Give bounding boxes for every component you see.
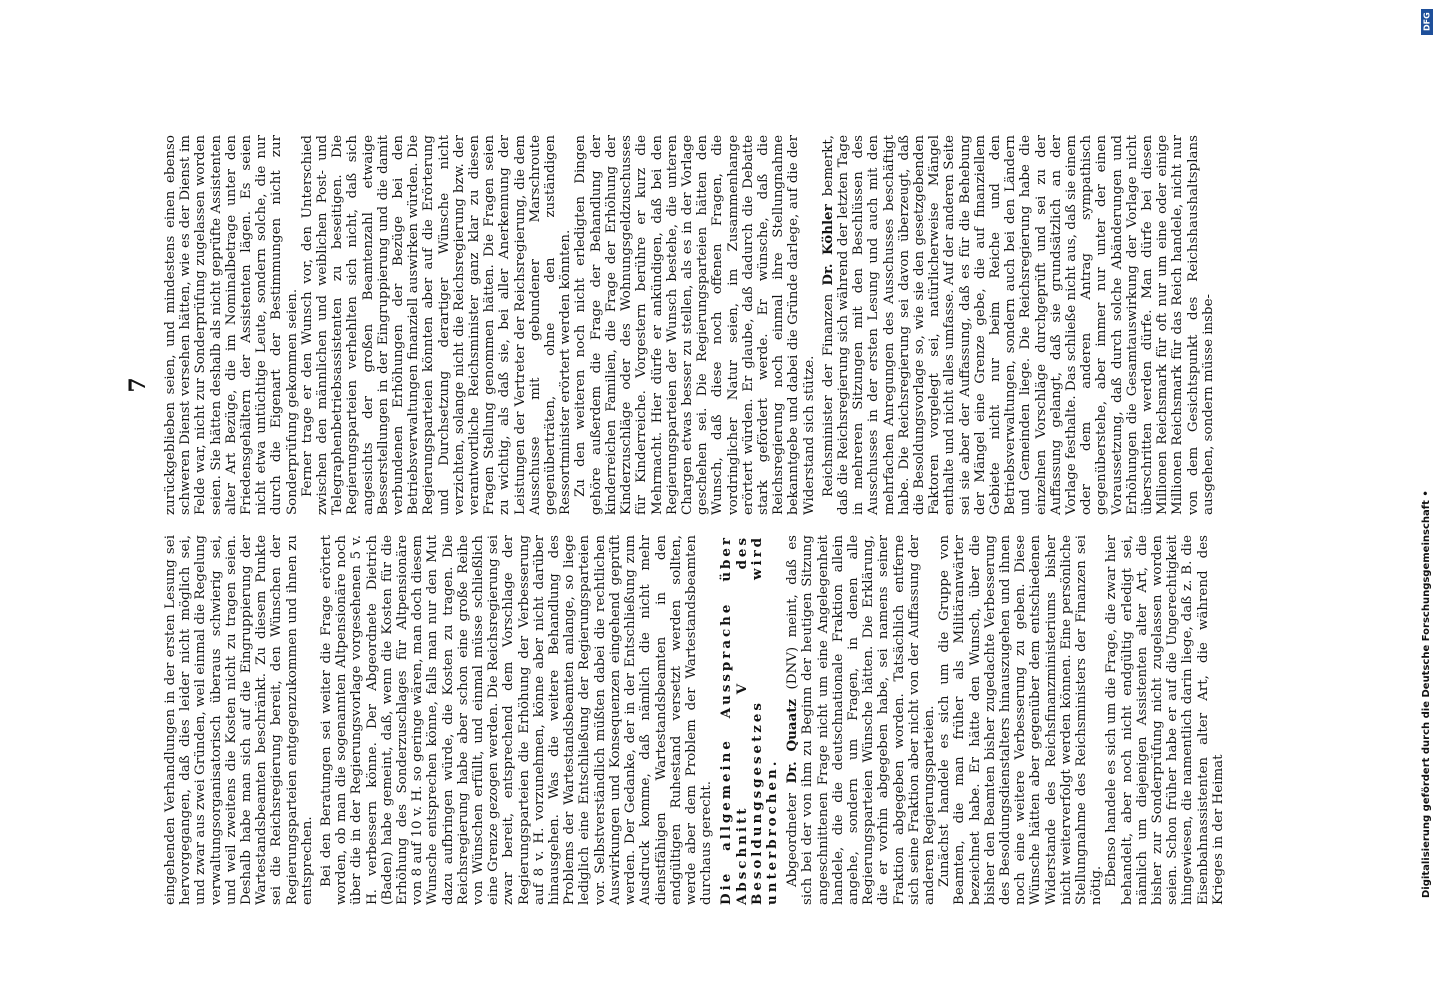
paragraph: Reichsminister der Finanzen Dr. Köhler bemerkt, daß die Reichsregierung sich während der letzten Tage in mehreren Sitzungen mit den Beschlüssen des Ausschusses in der ersten Lesung und auch mit den mehrfachen Anregungen des Ausschusses beschäftigt habe. Die Reichsregierung sei davon überzeugt, daß die Besoldungsvorlage so, wie sie den gesetzgebenden Faktoren vorgelegt sei, natürlicherweise Mängel enthalte und nicht alles umfasse. Auf der anderen Seite sei sie aber der Auffassung, daß es für die Behebung der Mängel eine Grenze gebe, die auf finanziellem Gebiete nicht nur beim Reiche und den Betriebsverwaltungen, sondern auch bei den Ländern und Gemeinden liege. Die Reichsregierung habe die einzelnen Vorschläge durchgeprüft und sei zu der Auffassung gelangt, daß sie grundsätzlich an der Vorlage festhalte. Das schließe nicht aus, daß sie einem oder dem anderen Antrag sympathisch gegenüberstehe, aber immer nur unter der einen Voraussetzung, daß durch solche Abänderungen und Erhöhungen die Gesamtauswirkung der Vorlage nicht überschritten werden dürfe. Man dürfe bei diesen Millionen Reichsmark für oft nur um eine oder einige Millionen Reichsmark für das Reich handele, nicht nur von dem Gesichtspunkt des Reichshaushaltsplans ausgehen, sondern müsse insbe- (819, 134, 1216, 515)
section-heading: Die allgemeine Aussprache über Abschnitt V des Besoldungsgesetzes wird unterbrochen. (718, 535, 780, 905)
paragraph: Ebenso handele es sich um die Frage, die zwar hier behandelt, aber noch nicht endgültig erledigt sei, nämlich um diejenigen Assistenten alter Art, die bisher zur Sonderprüfung nicht zugelassen worden seien. Schon früher habe er auf die Ungerechtigkeit hingewiesen, die namentlich darin liege, daß z. B. die Eisenbahnassistenten alter Art, die während des Krieges in der Heimat (1104, 535, 1226, 905)
speaker-name: Dr. Köhler (819, 204, 836, 286)
page-number: 7 (125, 377, 151, 393)
funding-notice: Digitalisierung gefördert durch die Deutsche Forschungsgemeinschaft • (1421, 490, 1432, 898)
paragraph: Bei den Beratungen sei weiter die Frage erörtert worden, ob man die sogenannten Altpensionäre noch über die in der Regierungsvorlage vorgesehenen 5 v. H. verbessern könne. Der Abgeordnete Dietrich (Baden) habe gemeint, daß, wenn die Kosten für die Erhöhung des Sonderzuschlages für Altpensionäre von 8 auf 10 v. H. so geringe wären, man doch diesem Wunsche entsprechen könne, falls man nur den Mut dazu aufbringen würde, die Kosten zu tragen. Die Reichsregierung habe aber schon eine große Reihe von Wünschen erfüllt, und einmal müsse schließlich eine Grenze gezogen werden. Die Reichsregierung sei zwar bereit, entsprechend dem Vorschlage der Regierungsparteien die Erhöhung der Verbesserung auf 8 v. H. vorzunehmen, könne aber nicht darüber hinausgehen. Was die weitere Behandlung des Problems der Wartestandsbeamten anlange, so liege lediglich eine Entschließung der Regierungsparteien vor. Selbstverständlich müßten dabei die rechtlichen Auswirkungen und Konsequenzen eingehend geprüft werden. Der Gedanke, der in der Entschließung zum Ausdruck komme, daß nämlich die nicht mehr dienstfähigen Wartestandsbeamten in den endgültigen Ruhestand versetzt werden sollten, werde aber dem Problem der Wartestandsbeamten durchaus gerecht. (319, 535, 715, 905)
paragraph: Ferner trage er den Wunsch vor, den Unterschied zwischen den männlichen und weiblichen Post- und Telegraphenbetriebsassistenten zu beseitigen. Die Regierungsparteien verhehlten sich nicht, daß sich angesichts der großen Beamtenzahl etwaige Besserstellungen in der Eingruppierung und die damit verbundenen Erhöhungen der Bezüge bei den Betriebsverwaltungen finanziell auswirken würden. Die Regierungsparteien könnten aber auf die Erörterung und Durchsetzung derartiger Wünsche nicht verzichten, solange nicht die Reichsregierung bzw. der verantwortliche Reichsminister ganz klar zu diesen Fragen Stellung genommen hätten. Die Fragen seien zu wichtig, als daß sie, bei aller Anerkennung der Leistungen der Vertreter der Reichsregierung, die dem Ausschusse mit gebundener Marschroute gegenüberträten, ohne den zuständigen Ressortminister erörtert werden könnten. (299, 135, 574, 515)
speaker-name: Dr. Quaatz (784, 698, 801, 784)
paragraph: zurückgeblieben seien, und mindestens einen ebenso schweren Dienst versehen hätten, wie es der Dienst im Felde war, nicht zur Sonderprüfung zugelassen worden seien. Sie hätten deshalb als nicht geprüfte Assistenten alter Art Bezüge, die im Nominalbetrage unter den Friedensgehältern der Assistenten lägen. Es seien nicht etwa untüchtige Leute, sondern solche, die nur durch die Eigenart der Bestimmungen nicht zur Sonderprüfung gekommen seien. (163, 135, 300, 515)
paragraph: Zu den weiteren noch nicht erledigten Dingen gehöre außerdem die Frage der Behandlung der kinderreichen Familien, die Frage der Erhöhung der Kinderzuschläge oder des Wohnungsgeldzuschusses für Kinderreiche. Vorgestern berühre er kurz die Mehrmacht. Hier dürfe er ankündigen, daß bei den Regierungsparteien der Wunsch bestehe, die unteren Chargen etwas besser zu stellen, als es in der Vorlage geschehen sei. Die Regierungsparteien hätten den Wunsch, daß diese noch offenen Fragen, die vordringlicher Natur seien, im Zusammenhange erörtert würden. Er glaube, daß dadurch die Debatte stark gefördert werde. Er wünsche, daß die Reichsregierung noch einmal ihre Stellungnahme bekanntgebe und dabei die Gründe darlege, auf die der Widerstand sich stütze. (573, 135, 817, 515)
paragraph: Abgeordneter Dr. Quaatz (DNV) meint, daß es sich bei der von ihm zu Beginn der heutigen Sitzung angeschnittenen Frage nicht um eine Angelegenheit handele, die die deutschnationale Fraktion allein angehe, sondern um Fragen, in denen alle Regierungsparteien Wünsche hätten. Die Erklärung, die er vorhin abgegeben habe, sei namens seiner Fraktion abgegeben worden. Tatsächlich entferne sich seine Fraktion aber nicht von der Auffassung der anderen Regierungsparteien. (784, 535, 937, 905)
right-column (163, 135, 1216, 515)
paragraph: Zunächst handele es sich um die Gruppe von Beamten, die man früher als Militäranwärter bezeichnet habe. Er hätte den Wunsch, über die bisher den Beamten bisher zugedachte Verbesserung des Besoldungsdienstalters hinauszugehen und ihnen noch eine weitere Verbesserung zu geben. Diese Wünsche hätten aber gegenüber dem entschiedenen Widerstande des Reichsfinanzministeriums bisher nicht weiterverfolgt werden können. Eine persönliche Stellungnahme des Reichsministers der Finanzen sei nötig. (937, 535, 1105, 905)
scanned-page (125, 95, 1290, 905)
left-column (163, 535, 1226, 905)
paragraph: eingehenden Verhandlungen in der ersten Lesung sei hervorgegangen, daß dies leider nicht möglich sei, und zwar aus zwei Gründen, weil einmal die Regelung verwaltungsorganisatorisch überaus schwierig sei, und weil zweitens die Kosten nicht zu tragen seien. Deshalb habe man sich auf die Eingruppierung der Wartestandsbeamten beschränkt. Zu diesem Punkte sei die Reichsregierung bereit, den Wünschen der Regierungsparteien entgegenzukommen und ihnen zu entsprechen. (163, 535, 315, 905)
dfg-logo: DFG (1421, 9, 1433, 35)
